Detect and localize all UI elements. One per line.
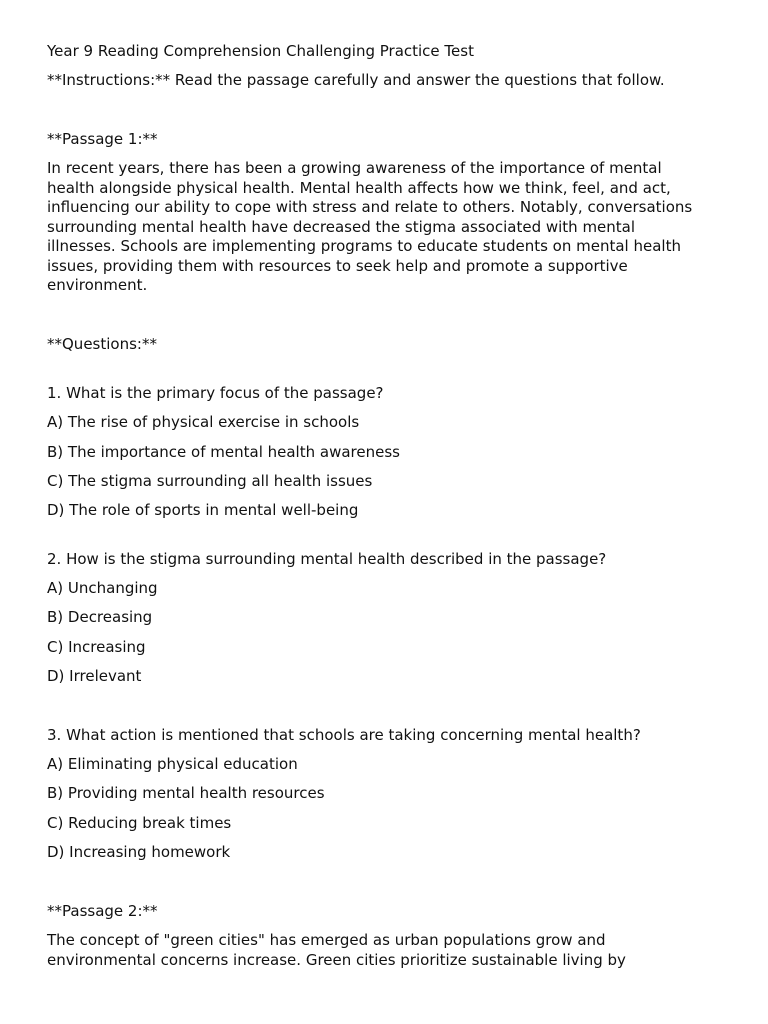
question-3-text: 3. What action is mentioned that schools are taking concerning mental health? <box>47 726 641 744</box>
questions-heading: **Questions:** <box>47 335 157 353</box>
question-2-option-d: D) Irrelevant <box>47 667 142 685</box>
question-1-option-b: B) The importance of mental health awareness <box>47 443 400 461</box>
passage-2-text <box>47 931 727 970</box>
passage-1-line: In recent years, there has been a growing awareness of the importance of mental <box>47 159 662 177</box>
question-3-option-d: D) Increasing homework <box>47 843 231 861</box>
question-2-option-b: B) Decreasing <box>47 608 153 626</box>
passage-2-line: The concept of "green cities" has emerged as urban populations grow and <box>47 931 606 949</box>
passage-1-line: issues, providing them with resources to seek help and promote a supportive <box>47 256 628 275</box>
question-1-option-d: D) The role of sports in mental well-being <box>47 501 359 519</box>
passage-1-line: environment. <box>47 276 148 294</box>
passage-1-line: surrounding mental health have decreased the stigma associated with mental <box>47 217 636 236</box>
passage-1-heading: **Passage 1:** <box>47 130 158 148</box>
question-2-text: 2. How is the stigma surrounding mental health described in the passage? <box>47 550 607 568</box>
question-1-text: 1. What is the primary focus of the passage? <box>47 384 384 402</box>
question-1-option-a: A) The rise of physical exercise in schools <box>47 413 360 431</box>
question-2-option-c: C) Increasing <box>47 638 146 656</box>
question-2-option-a: A) Unchanging <box>47 579 158 597</box>
instructions-text: **Instructions:** Read the passage carefully and answer the questions that follow. <box>47 71 665 89</box>
passage-1-line: influencing our ability to cope with stress and relate to others. Notably, conversations <box>47 198 693 216</box>
passage-1-line: illnesses. Schools are implementing programs to educate students on mental health <box>47 237 681 255</box>
passage-2-line: environmental concerns increase. Green cities prioritize sustainable living by <box>47 950 626 969</box>
question-1-option-c: C) The stigma surrounding all health issues <box>47 472 373 490</box>
question-3-option-b: B) Providing mental health resources <box>47 784 325 802</box>
passage-1-text <box>47 159 727 296</box>
passage-2-heading: **Passage 2:** <box>47 902 158 920</box>
document-title: Year 9 Reading Comprehension Challenging Practice Test <box>47 42 474 60</box>
question-3-option-c: C) Reducing break times <box>47 814 232 832</box>
passage-1-line: health alongside physical health. Mental health affects how we think, feel, and act, <box>47 178 671 197</box>
question-3-option-a: A) Eliminating physical education <box>47 755 298 773</box>
